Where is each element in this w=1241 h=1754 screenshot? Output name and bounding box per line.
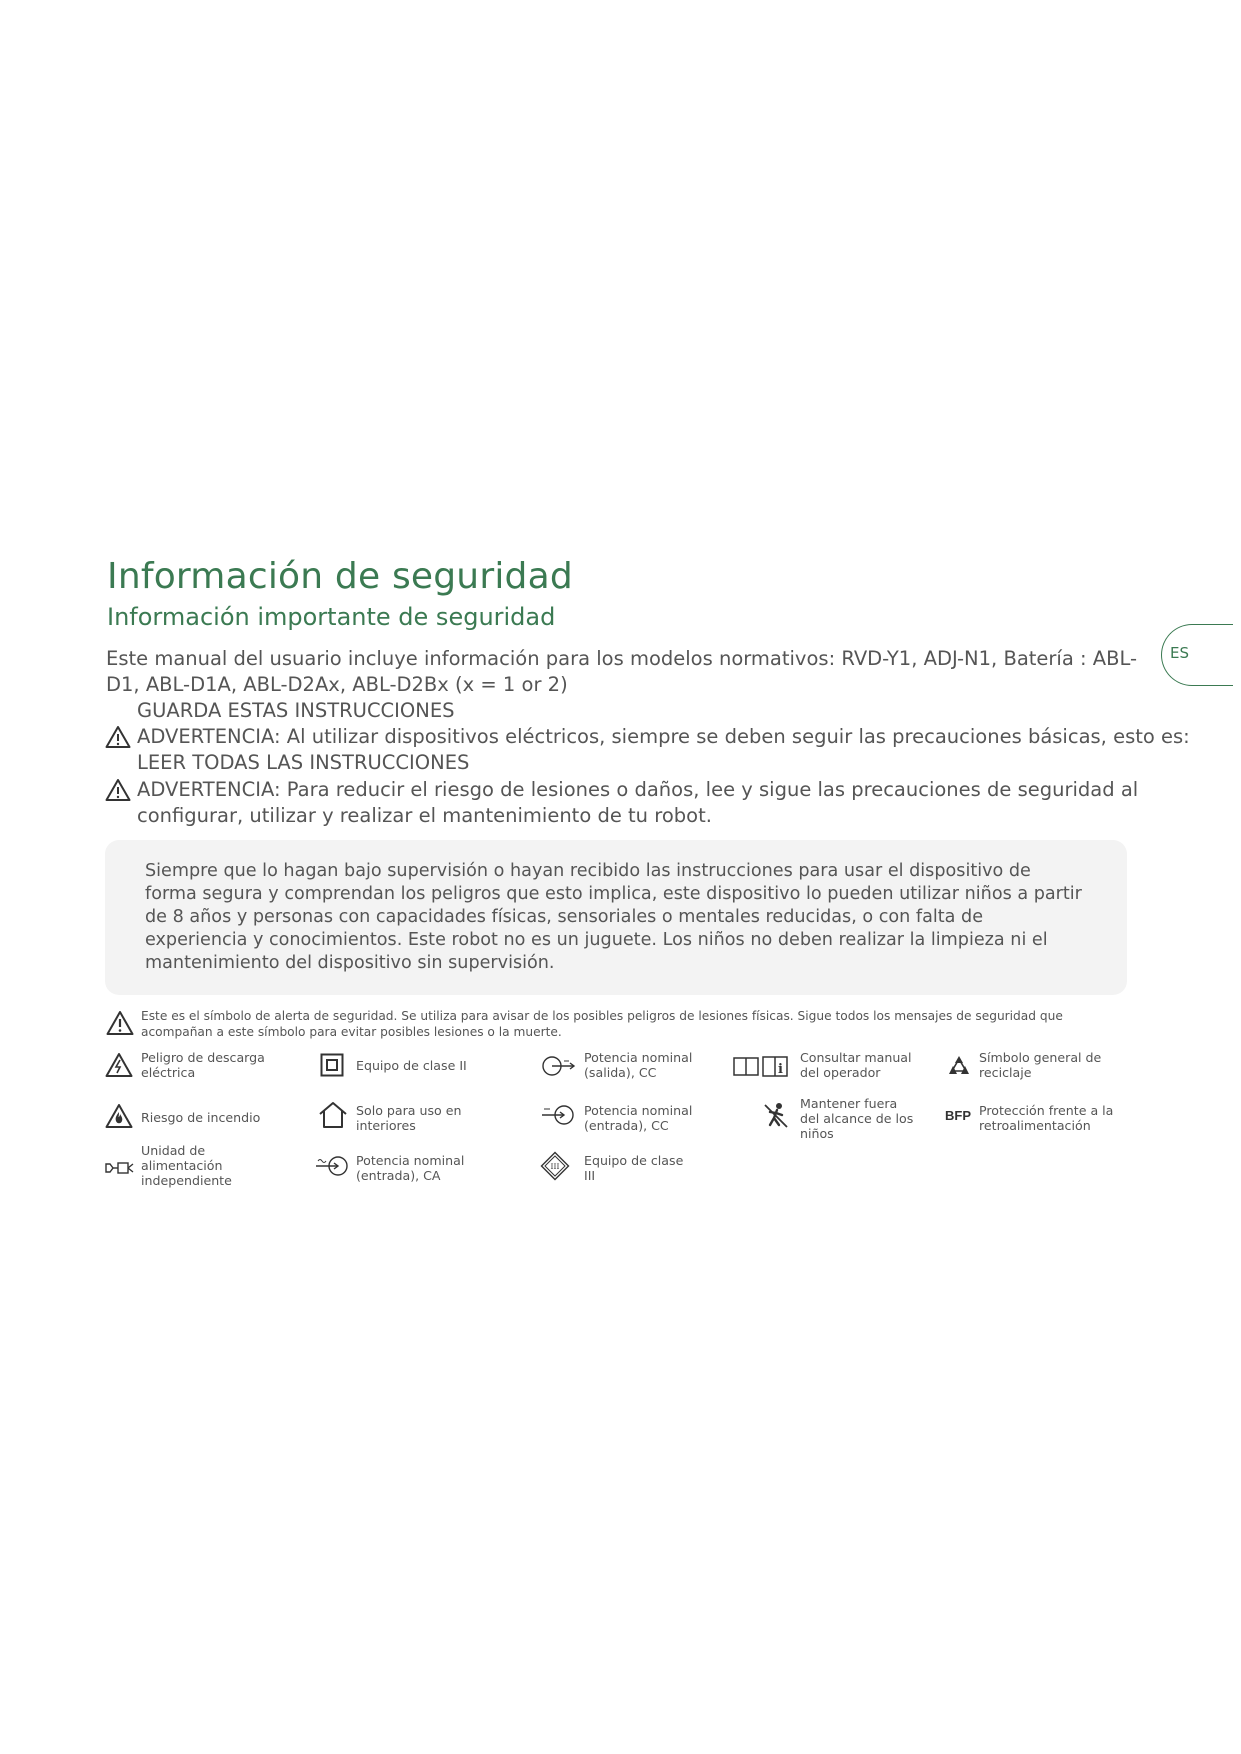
warning-icon xyxy=(105,778,131,802)
notice-text: Siempre que lo hagan bajo supervisión o hayan recibido las instrucciones para usar el dispositivo de forma segura y comprendan los peligros que esto implica, este dispositivo lo pueden utilizar niños a partir de 8 años y personas con capacidades físicas, sensoriales o mentales reducidas, o con falta de experiencia y conocimientos. Este robot no es un juguete. Los niños no deben realizar la limpieza ni el mantenimiento del dispositivo sin supervisión. xyxy=(145,861,1082,973)
keep-away-children-label: Mantener fuera del alcance de los niños xyxy=(800,1096,914,1141)
fire-hazard-label: Riesgo de incendio xyxy=(141,1110,261,1125)
indoor-use-icon xyxy=(318,1101,348,1129)
warning-icon xyxy=(105,725,131,749)
class-3-icon xyxy=(540,1151,570,1181)
class-3-label: Equipo de clase III xyxy=(584,1153,684,1183)
intro-paragraph: Este manual del usuario incluye información para los modelos normativos: RVD-Y1, ADJ-N1, Batería : ABL-D1, ABL-D1A, ABL-D2Ax, ABL-D2Bx (x = 1 or 2) xyxy=(106,647,1138,696)
class-2-label: Equipo de clase II xyxy=(356,1058,467,1073)
warning-1: ADVERTENCIA: Al utilizar dispositivos eléctricos, siempre se deben seguir las precauciones básicas, esto es: xyxy=(137,725,1190,748)
page-title: Información de seguridad xyxy=(107,556,573,597)
keep-away-children-icon xyxy=(762,1101,790,1129)
operator-manual-label: Consultar manual del operador xyxy=(800,1050,912,1080)
power-output-dc-label: Potencia nominal (salida), CC xyxy=(584,1050,693,1080)
warning-2-line-1: ADVERTENCIA: Para reducir el riesgo de lesiones o daños, lee y sigue las precauciones de seguridad al xyxy=(137,778,1139,801)
power-input-ac-label: Potencia nominal (entrada), CA xyxy=(356,1153,465,1183)
fire-hazard-icon xyxy=(105,1103,133,1129)
indoor-use-label: Solo para uso en interiores xyxy=(356,1103,462,1133)
safety-alert-icon xyxy=(106,1010,134,1036)
read-all-instructions: LEER TODAS LAS INSTRUCCIONES xyxy=(137,751,470,774)
operator-manual-icon xyxy=(732,1054,790,1078)
recycle-label: Símbolo general de reciclaje xyxy=(979,1050,1102,1080)
class-3-roman: III xyxy=(550,1162,560,1171)
language-tab-label: ES xyxy=(1170,644,1189,662)
recycle-icon xyxy=(946,1054,972,1078)
power-supply-unit-icon xyxy=(104,1160,136,1176)
bfp-label: Protección frente a la retroalimentación xyxy=(979,1103,1114,1133)
svg-text:i: i xyxy=(778,1062,783,1077)
bfp-badge: BFP xyxy=(945,1108,971,1123)
power-input-ac-icon xyxy=(314,1155,350,1177)
notice-box xyxy=(105,840,1127,995)
power-output-dc-icon xyxy=(540,1055,576,1077)
keep-instructions: GUARDA ESTAS INSTRUCCIONES xyxy=(137,699,455,722)
safety-alert-text: Este es el símbolo de alerta de seguridad. Se utiliza para avisar de los posibles peligros de lesiones físicas. Sigue todos los mensajes de seguridad que acompañan a este símbolo para evitar posibles lesiones o la muerte. xyxy=(141,1009,1063,1039)
power-input-dc-icon xyxy=(540,1104,576,1126)
page-subtitle: Información importante de seguridad xyxy=(107,603,556,631)
class-2-icon xyxy=(320,1053,344,1077)
warning-2-line-2: configurar, utilizar y realizar el mantenimiento de tu robot. xyxy=(137,804,712,827)
power-supply-unit-label: Unidad de alimentación independiente xyxy=(141,1143,232,1188)
power-input-dc-label: Potencia nominal (entrada), CC xyxy=(584,1103,693,1133)
electric-shock-icon xyxy=(105,1052,133,1078)
electric-shock-label: Peligro de descarga eléctrica xyxy=(141,1050,265,1080)
language-tab[interactable] xyxy=(1161,624,1233,686)
